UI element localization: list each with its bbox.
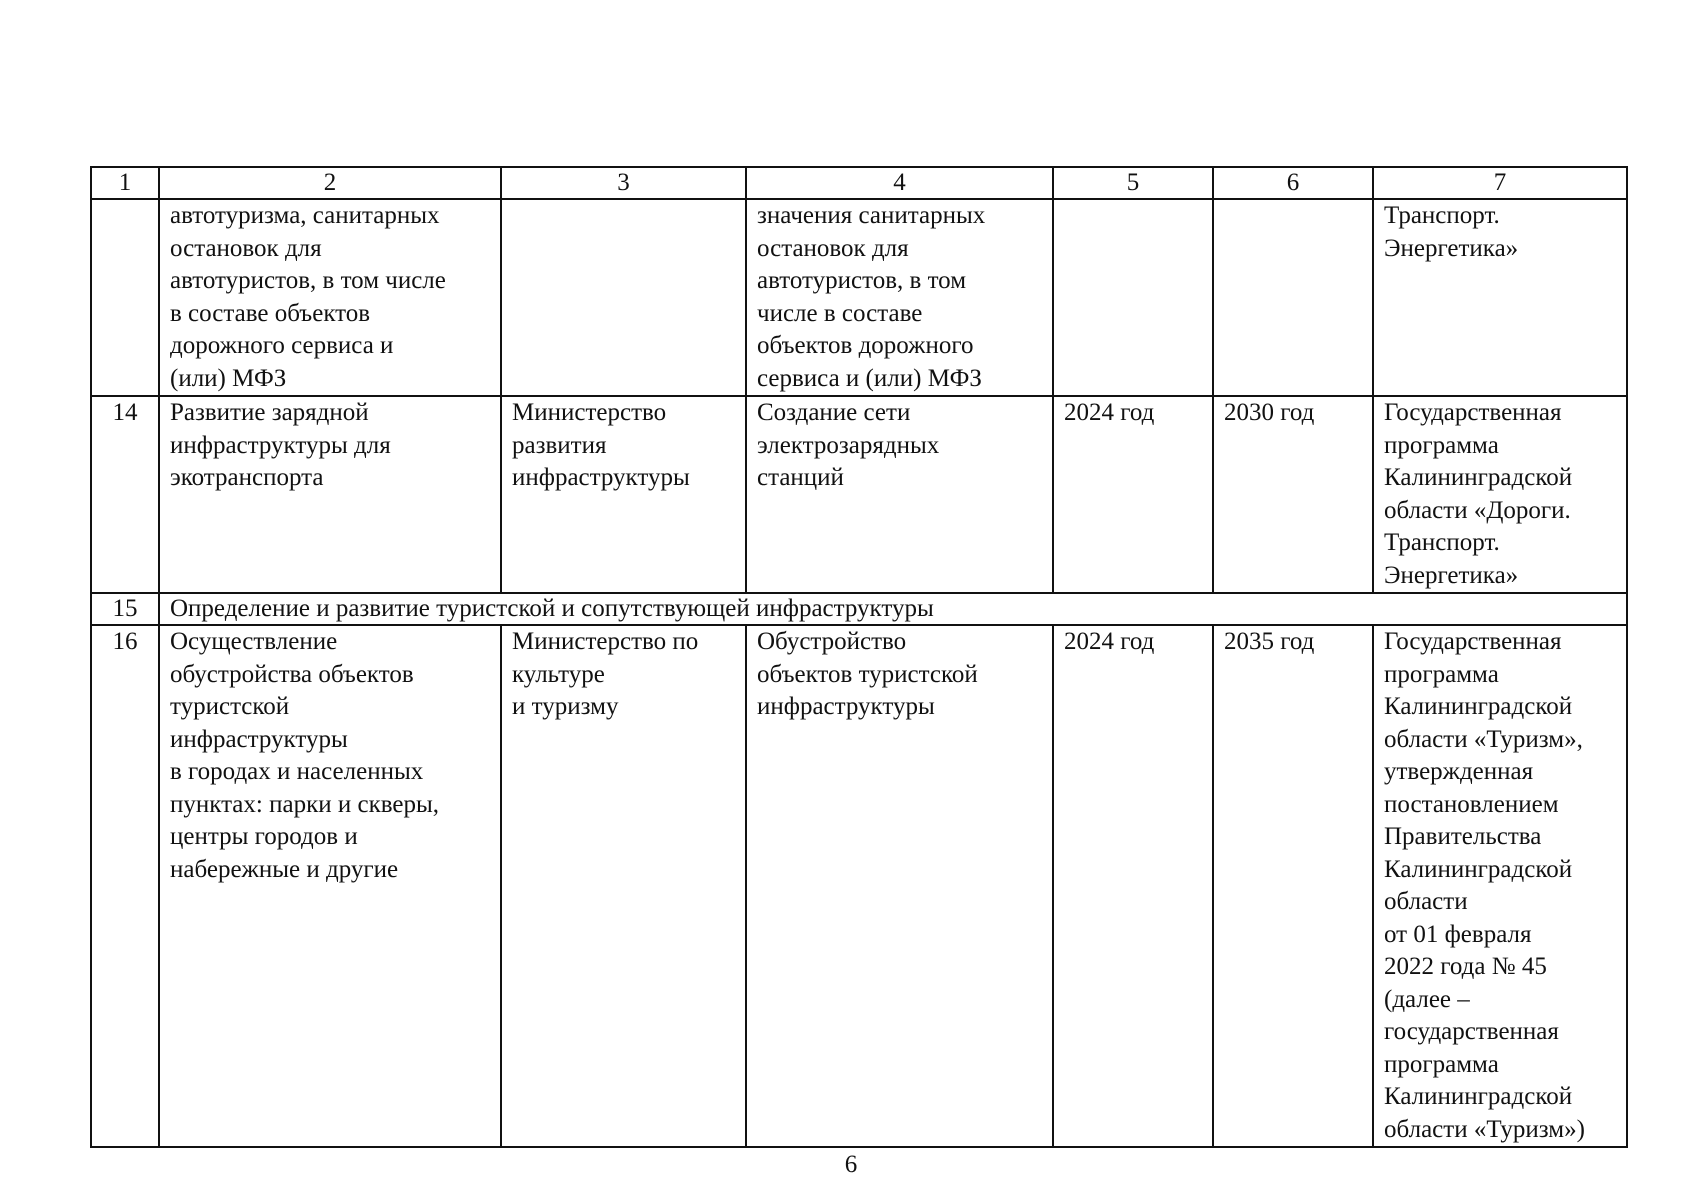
start-year-cell [1053, 199, 1213, 396]
start-year-cell: 2024 год [1053, 396, 1213, 593]
measure-cell: автотуризма, санитарных остановок для автотуристов, в том числе в составе объектов дорожного сервиса и (или) МФЗ [159, 199, 501, 396]
end-year-cell: 2030 год [1213, 396, 1373, 593]
header-col-4: 4 [746, 167, 1053, 199]
executor-cell: Министерство развития инфраструктуры [501, 396, 746, 593]
table-row [91, 396, 1627, 593]
end-year-cell: 2035 год [1213, 625, 1373, 1147]
header-col-3: 3 [501, 167, 746, 199]
header-col-1: 1 [91, 167, 159, 199]
row-number: 16 [91, 625, 159, 1147]
header-col-2: 2 [159, 167, 501, 199]
result-cell: Обустройство объектов туристской инфраструктуры [746, 625, 1053, 1147]
section-row [91, 593, 1627, 625]
header-col-7: 7 [1373, 167, 1627, 199]
row-number [91, 199, 159, 396]
table-row [91, 625, 1627, 1147]
program-cell: Государственная программа Калининградской области «Туризм», утвержденная постановлением Правительства Калининградской области от 01 февраля 2022 года № 45 (далее – государственная программа Калининградской области «Туризм») [1373, 625, 1627, 1147]
page-number: 6 [844, 1151, 858, 1178]
section-title: Определение и развитие туристской и сопутствующей инфраструктуры [159, 593, 1627, 625]
header-row [91, 167, 1627, 199]
result-cell: Создание сети электрозарядных станций [746, 396, 1053, 593]
program-cell: Транспорт. Энергетика» [1373, 199, 1627, 396]
row-number: 15 [91, 593, 159, 625]
table-row [91, 199, 1627, 396]
measure-cell: Развитие зарядной инфраструктуры для экотранспорта [159, 396, 501, 593]
executor-cell: Министерство по культуре и туризму [501, 625, 746, 1147]
header-col-5: 5 [1053, 167, 1213, 199]
executor-cell [501, 199, 746, 396]
measures-table [90, 166, 1628, 1148]
measure-cell: Осуществление обустройства объектов туристской инфраструктуры в городах и населенных пунктах: парки и скверы, центры городов и набережные и другие [159, 625, 501, 1147]
start-year-cell: 2024 год [1053, 625, 1213, 1147]
measures-table-container [90, 166, 1626, 1148]
program-cell: Государственная программа Калининградской области «Дороги. Транспорт. Энергетика» [1373, 396, 1627, 593]
row-number: 14 [91, 396, 159, 593]
end-year-cell [1213, 199, 1373, 396]
result-cell: значения санитарных остановок для автотуристов, в том числе в составе объектов дорожного сервиса и (или) МФЗ [746, 199, 1053, 396]
header-col-6: 6 [1213, 167, 1373, 199]
